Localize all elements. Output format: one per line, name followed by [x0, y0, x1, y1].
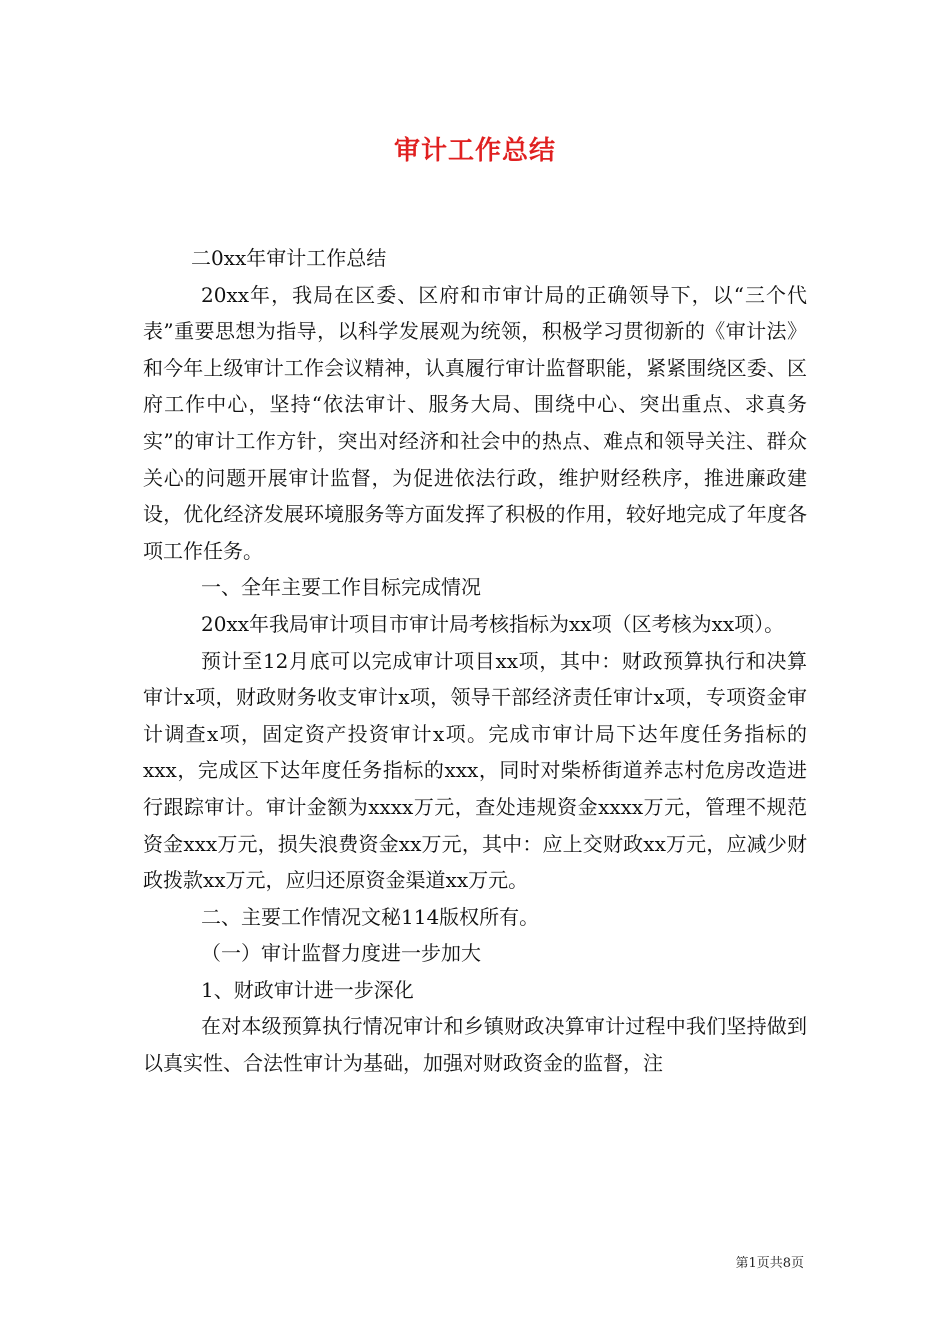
subsection-heading-1: （一）审计监督力度进一步加大 [201, 941, 481, 966]
section-heading-2: 二、主要工作情况文秘114版权所有。 [201, 904, 540, 929]
subtitle-paragraph: 二0xx年审计工作总结 [191, 246, 387, 270]
section-heading-1: 一、全年主要工作目标完成情况 [201, 575, 481, 600]
document-body [143, 240, 807, 1082]
intro-paragraph: 20xx年，我局在区委、区府和市审计局的正确领导下，以“三个代表”重要思想为指导，以科学发展观为统领，积极学习贯彻新的《审计法》和今年上级审计工作会议精神，认真履行审计监督职能，紧紧围绕区委、区府工作中心，坚持“依法审计、服务大局、围绕中心、突出重点、求真务实”的审计工作方针，突出对经济和社会中的热点、难点和领导关注、群众关心的问题开展审计监督，为促进依法行政，维护财经秩序，推进廉政建设，优化经济发展环境服务等方面发挥了积极的作用，较好地完成了年度各项工作任务。 [143, 282, 807, 563]
document-title: 审计工作总结 [393, 136, 556, 166]
paragraph-finance-audit: 在对本级预算执行情况审计和乡镇财政决算审计过程中我们坚持做到以真实性、合法性审计为基础，加强对财政资金的监督，注 [143, 1014, 807, 1076]
paragraph-targets: 20xx年我局审计项目市审计局考核指标为xx项（区考核为xx项）。 [201, 611, 785, 636]
item-heading-1: 1、财政审计进一步深化 [201, 977, 414, 1002]
paragraph-progress: 预计至12月底可以完成审计项目xx项，其中：财政预算执行和决算审计x项，财政财务收支审计x项，领导干部经济责任审计x项，专项资金审计调查x项，固定资产投资审计x项。完成市审计局下达年度任务指标的xxx，完成区下达年度任务指标的xxx，同时对柴桥街道养志村危房改造进行跟踪审计。审计金额为xxxx万元，查处违规资金xxxx万元，管理不规范资金xxx万元，损失浪费资金xx万元，其中：应上交财政xx万元，应减少财政拨款xx万元，应归还原资金渠道xx万元。 [143, 648, 807, 893]
page-number: 第1页共8页 [735, 1256, 804, 1271]
